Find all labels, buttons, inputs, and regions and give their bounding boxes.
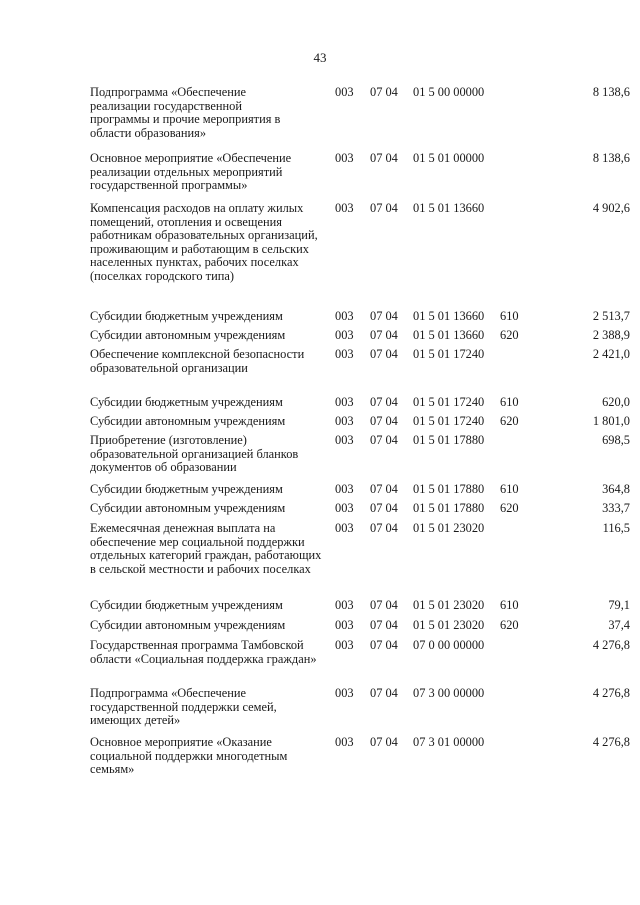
row-amount: 620,0 — [602, 395, 630, 409]
row-program-code: 01 5 01 17240 — [413, 347, 485, 361]
row-ministry-code: 003 — [335, 686, 354, 700]
row-name: Подпрограмма «Обеспечение государственной поддержки семей, имеющих детей» — [90, 686, 277, 728]
row-section-code: 07 04 — [370, 638, 398, 652]
row-program-code: 07 0 00 00000 — [413, 638, 485, 652]
row-name: Ежемесячная денежная выплата на обеспечение мер социальной поддержки отдельных категорий граждан, работающих в сельской местности и рабочих поселках — [90, 521, 322, 576]
row-program-code: 07 3 01 00000 — [413, 735, 485, 749]
row-ministry-code: 003 — [335, 638, 354, 652]
row-name: Субсидии бюджетным учреждениям — [90, 309, 283, 323]
row-amount: 4 276,8 — [592, 735, 630, 749]
row-amount: 79,1 — [608, 598, 630, 612]
row-expense-type: 620 — [500, 328, 519, 342]
row-program-code: 01 5 01 17880 — [413, 433, 485, 447]
row-name: Основное мероприятие «Оказание социальной поддержки многодетным семьям» — [90, 735, 288, 777]
row-section-code: 07 04 — [370, 433, 398, 447]
row-program-code: 01 5 01 17240 — [413, 395, 485, 409]
row-amount: 4 276,8 — [592, 638, 630, 652]
row-amount: 698,5 — [602, 433, 630, 447]
row-expense-type: 610 — [500, 395, 519, 409]
row-section-code: 07 04 — [370, 309, 398, 323]
row-amount: 37,4 — [608, 618, 630, 632]
row-section-code: 07 04 — [370, 735, 398, 749]
row-section-code: 07 04 — [370, 521, 398, 535]
row-amount: 2 513,7 — [592, 309, 630, 323]
row-name: Субсидии бюджетным учреждениям — [90, 482, 283, 496]
row-ministry-code: 003 — [335, 735, 354, 749]
row-ministry-code: 003 — [335, 618, 354, 632]
page-number: 43 — [313, 50, 327, 65]
row-amount: 2 421,0 — [592, 347, 630, 361]
row-name: Компенсация расходов на оплату жилых помещений, отопления и освещения работникам образовательных организаций, проживающим и работающим в сельских населенных пунктах, рабочих поселках (поселках городского типа) — [90, 201, 318, 283]
row-name: Государственная программа Тамбовской области «Социальная поддержка граждан» — [90, 638, 317, 666]
row-program-code: 01 5 01 00000 — [413, 151, 485, 165]
row-expense-type: 620 — [500, 414, 519, 428]
row-name: Субсидии автономным учреждениям — [90, 328, 286, 342]
row-section-code: 07 04 — [370, 501, 398, 515]
row-program-code: 07 3 00 00000 — [413, 686, 485, 700]
row-expense-type: 620 — [500, 501, 519, 515]
row-expense-type: 610 — [500, 482, 519, 496]
row-program-code: 01 5 01 17240 — [413, 414, 485, 428]
row-ministry-code: 003 — [335, 598, 354, 612]
row-section-code: 07 04 — [370, 151, 398, 165]
row-expense-type: 610 — [500, 598, 519, 612]
row-amount: 4 276,8 — [592, 686, 630, 700]
row-ministry-code: 003 — [335, 395, 354, 409]
row-section-code: 07 04 — [370, 201, 398, 215]
row-amount: 364,8 — [602, 482, 630, 496]
row-ministry-code: 003 — [335, 433, 354, 447]
row-amount: 333,7 — [602, 501, 630, 515]
row-program-code: 01 5 01 23020 — [413, 618, 485, 632]
row-ministry-code: 003 — [335, 501, 354, 515]
row-ministry-code: 003 — [335, 482, 354, 496]
row-name: Субсидии бюджетным учреждениям — [90, 598, 283, 612]
row-ministry-code: 003 — [335, 201, 354, 215]
row-program-code: 01 5 01 17880 — [413, 482, 485, 496]
row-ministry-code: 003 — [335, 347, 354, 361]
row-name: Обеспечение комплексной безопасности образовательной организации — [90, 347, 305, 375]
row-name: Подпрограмма «Обеспечение реализации государственной программы и прочие мероприятия в области образования» — [90, 85, 281, 140]
row-section-code: 07 04 — [370, 414, 398, 428]
row-program-code: 01 5 01 23020 — [413, 521, 485, 535]
row-section-code: 07 04 — [370, 347, 398, 361]
row-expense-type: 620 — [500, 618, 519, 632]
row-amount: 116,5 — [602, 521, 630, 535]
row-ministry-code: 003 — [335, 328, 354, 342]
row-section-code: 07 04 — [370, 395, 398, 409]
row-amount: 1 801,0 — [592, 414, 630, 428]
row-program-code: 01 5 01 23020 — [413, 598, 485, 612]
row-section-code: 07 04 — [370, 618, 398, 632]
row-ministry-code: 003 — [335, 151, 354, 165]
row-section-code: 07 04 — [370, 598, 398, 612]
row-name: Основное мероприятие «Обеспечение реализации отдельных мероприятий государственной программы» — [90, 151, 292, 193]
row-name: Субсидии бюджетным учреждениям — [90, 395, 283, 409]
row-name: Субсидии автономным учреждениям — [90, 618, 286, 632]
row-ministry-code: 003 — [335, 414, 354, 428]
row-amount: 8 138,6 — [592, 85, 630, 99]
row-program-code: 01 5 01 13660 — [413, 309, 485, 323]
row-section-code: 07 04 — [370, 328, 398, 342]
row-ministry-code: 003 — [335, 521, 354, 535]
row-name: Субсидии автономным учреждениям — [90, 501, 286, 515]
row-name: Субсидии автономным учреждениям — [90, 414, 286, 428]
row-program-code: 01 5 01 13660 — [413, 328, 485, 342]
row-amount: 8 138,6 — [592, 151, 630, 165]
row-section-code: 07 04 — [370, 686, 398, 700]
row-section-code: 07 04 — [370, 482, 398, 496]
row-amount: 2 388,9 — [592, 328, 630, 342]
row-section-code: 07 04 — [370, 85, 398, 99]
row-program-code: 01 5 01 13660 — [413, 201, 485, 215]
row-expense-type: 610 — [500, 309, 519, 323]
row-program-code: 01 5 01 17880 — [413, 501, 485, 515]
row-amount: 4 902,6 — [592, 201, 630, 215]
row-ministry-code: 003 — [335, 309, 354, 323]
row-name: Приобретение (изготовление) образовательной организацией бланков документов об образовании — [90, 433, 299, 475]
row-ministry-code: 003 — [335, 85, 354, 99]
row-program-code: 01 5 00 00000 — [413, 85, 485, 99]
